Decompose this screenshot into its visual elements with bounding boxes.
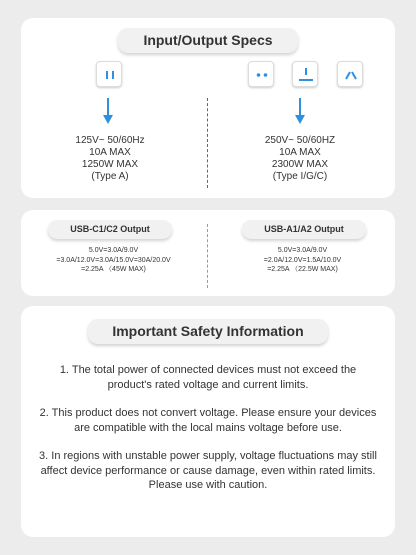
divider	[207, 98, 208, 188]
usb-c-line: =2.25A （45W MAX)	[81, 266, 146, 273]
spec-type: (Type I/G/C)	[272, 171, 328, 182]
type-a-socket-icon	[96, 61, 122, 87]
divider	[207, 224, 208, 288]
usb-c-line: 5.0V=3.0A/9.0V	[88, 247, 139, 254]
usb-output-card	[21, 210, 395, 296]
safety-item: 2. This product does not convert voltage. Please ensure your devices are compatible with the local mains voltage before use.	[39, 407, 377, 434]
safety-item: 3. In regions with unstable power supply, voltage fluctuations may still affect device performance or cause damage, even within rated limits. Please use with caution.	[39, 450, 377, 491]
usb-c-line: =3.0A/12.0V=3.0A/15.0V=30A/20.0V	[56, 256, 171, 264]
specs-card	[21, 18, 395, 198]
spec-current: 10A MAX	[279, 147, 321, 158]
type-igc-specs	[225, 135, 375, 183]
spec-voltage: 250V~ 50/60HZ	[264, 135, 336, 146]
usb-c-title: USB-C1/C2 Output	[48, 220, 172, 239]
down-arrow-icon	[103, 98, 113, 124]
down-arrow-icon	[295, 98, 305, 124]
safety-card	[21, 306, 395, 537]
type-c-socket-icon	[337, 61, 363, 87]
specs-title: Input/Output Specs	[118, 28, 298, 53]
safety-title: Important Safety Information	[88, 319, 328, 344]
spec-type: (Type A)	[91, 171, 129, 182]
spec-voltage: 125V~ 50/60Hz	[75, 135, 145, 146]
spec-current: 10A MAX	[89, 147, 131, 158]
type-i-socket-icon	[292, 61, 318, 87]
type-a-specs	[35, 135, 185, 183]
safety-item: 1. The total power of connected devices must not exceed the product's rated voltage and current limits.	[59, 364, 357, 391]
usb-a-line: =2.0A/12.0V=1.5A/10.0V	[263, 256, 342, 264]
safety-list	[37, 363, 379, 507]
usb-a-title: USB-A1/A2 Output	[242, 220, 366, 239]
type-g-socket-icon	[248, 61, 274, 87]
spec-power: 2300W MAX	[271, 159, 329, 170]
spec-power: 1250W MAX	[81, 159, 139, 170]
usb-c-specs	[21, 246, 206, 275]
usb-a-line: 5.0V=3.0A/9.0V	[277, 247, 328, 254]
usb-a-specs	[210, 246, 395, 275]
usb-a-line: =2.25A （22.5W MAX)	[267, 266, 338, 273]
